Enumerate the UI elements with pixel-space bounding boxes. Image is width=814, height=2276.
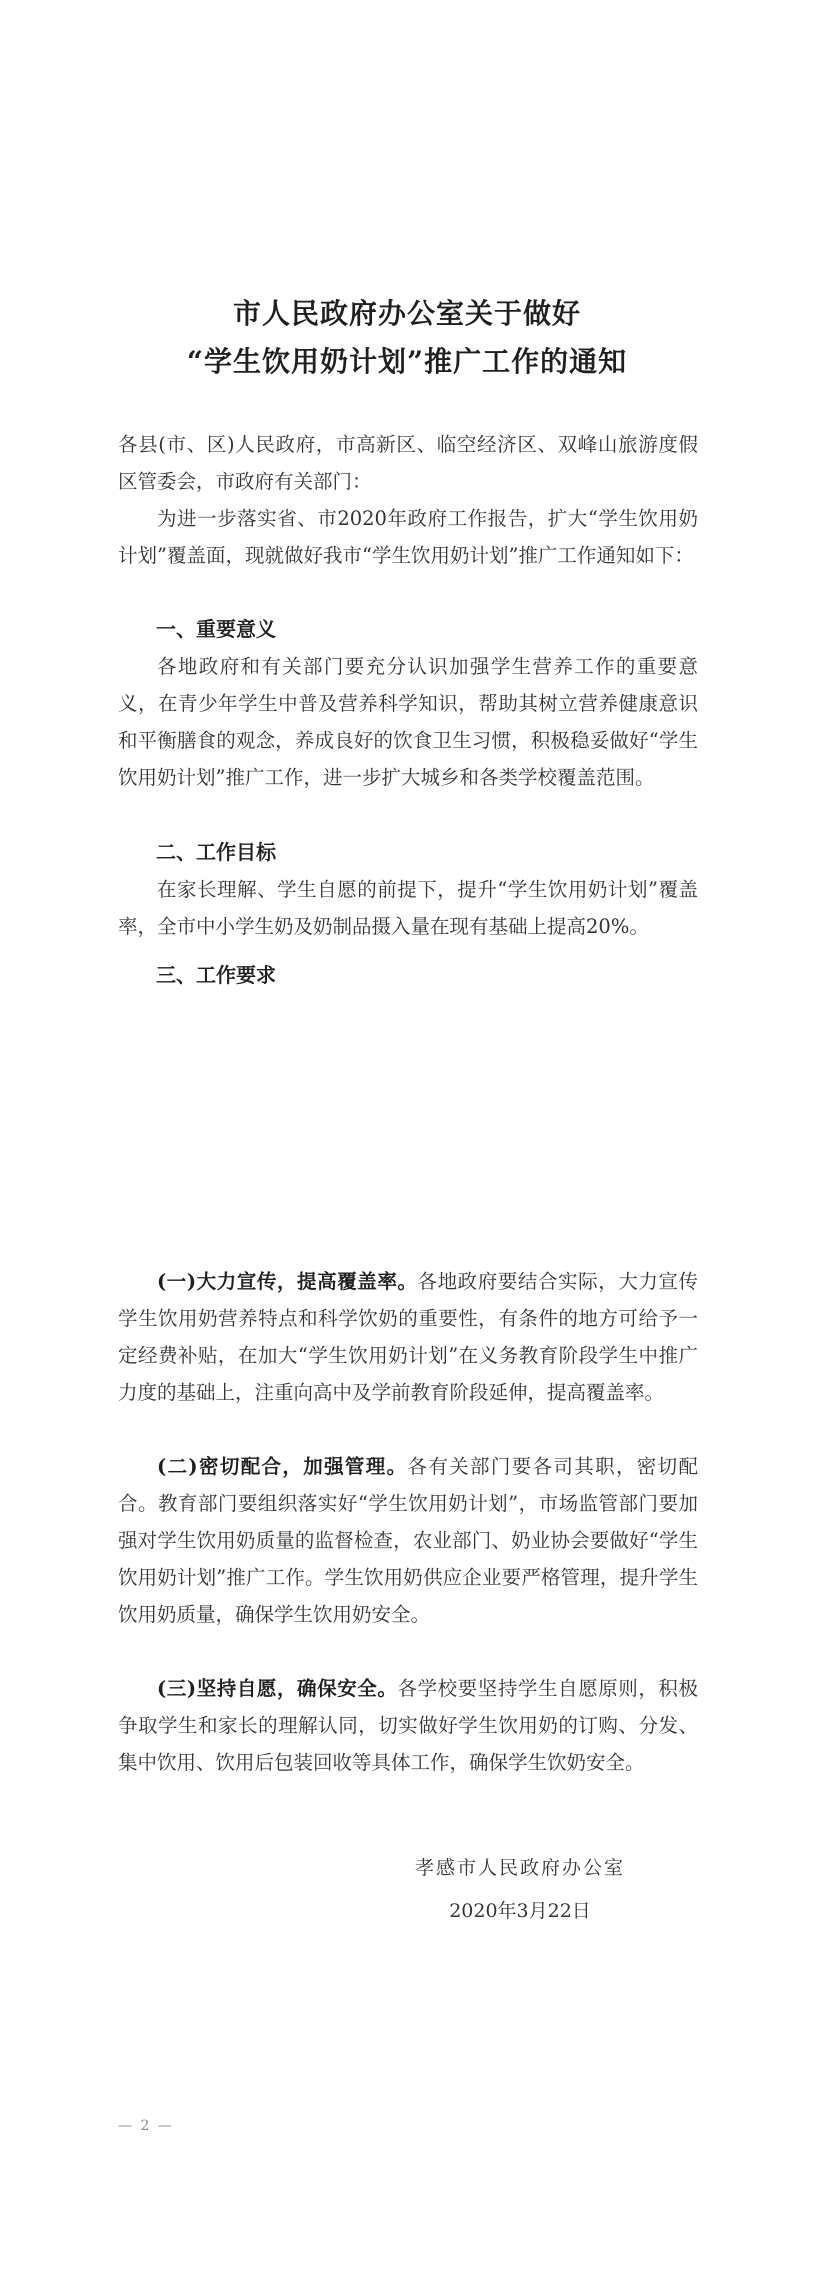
section-body-goals: 在家长理解、学生自愿的前提下，提升“学生饮用奶计划”覆盖率，全市中小学生奶及奶制品摄入量在现有基础上提高20%。	[118, 878, 698, 938]
requirement-lead-2: (二)密切配合，加强管理。	[157, 1455, 408, 1478]
requirement-paragraph-3	[118, 1670, 698, 1781]
section-body-significance: 各地政府和有关部门要充分认识加强学生营养工作的重要意义，在青少年学生中普及营养科学知识，帮助其树立营养健康意识和平衡膳食的观念，养成良好的饮食卫生习惯，积极稳妥做好“学生饮用奶计划”推广工作，进一步扩大城乡和各类学校覆盖范围。	[118, 655, 698, 789]
section-heading-goals: 二、工作目标	[156, 840, 276, 864]
requirement-body-3: 各学校要坚持学生自愿原则，积极争取学生和家长的理解认同，切实做好学生饮用奶的订购、分发、集中饮用、饮用后包装回收等具体工作，确保学生饮奶安全。	[118, 1677, 698, 1774]
document-title-line1: 市人民政府办公室关于做好	[232, 297, 581, 330]
signature-organization: 孝感市人民政府办公室	[414, 1857, 625, 1879]
requirement-paragraph-1	[118, 1263, 698, 1411]
section-heading-requirements: 三、工作要求	[156, 963, 276, 987]
requirement-body-2: 各有关部门要各司其职，密切配合。教育部门要组织落实好“学生饮用奶计划”，市场监管部门要加强对学生饮用奶质量的监督检查，农业部门、奶业协会要做好“学生饮用奶计划”推广工作。学生饮用奶供应企业要严格管理，提升学生饮用奶质量，确保学生饮用奶安全。	[118, 1455, 698, 1626]
requirement-lead-3: (三)坚持自愿，确保安全。	[157, 1677, 398, 1700]
page-number: — 2 —	[118, 2118, 174, 2134]
document-title-line2: “学生饮用奶计划”推广工作的通知	[186, 345, 628, 378]
intro-paragraph: 为进一步落实省、市2020年政府工作报告，扩大“学生饮用奶计划”覆盖面，现就做好我市“学生饮用奶计划”推广工作通知如下：	[118, 507, 698, 567]
requirement-paragraph-2	[118, 1448, 698, 1633]
signature-date: 2020年3月22日	[449, 1900, 591, 1922]
section-heading-significance: 一、重要意义	[156, 617, 276, 641]
requirement-body-1: 各地政府要结合实际，大力宣传学生饮用奶营养特点和科学饮奶的重要性，有条件的地方可给予一定经费补贴，在加大“学生饮用奶计划”在义务教育阶段学生中推广力度的基础上，注重向高中及学前教育阶段延伸，提高覆盖率。	[118, 1270, 698, 1404]
recipients-paragraph: 各县(市、区)人民政府，市高新区、临空经济区、双峰山旅游度假区管委会，市政府有关部门：	[118, 433, 698, 493]
requirement-lead-1: (一)大力宣传，提高覆盖率。	[157, 1270, 418, 1293]
